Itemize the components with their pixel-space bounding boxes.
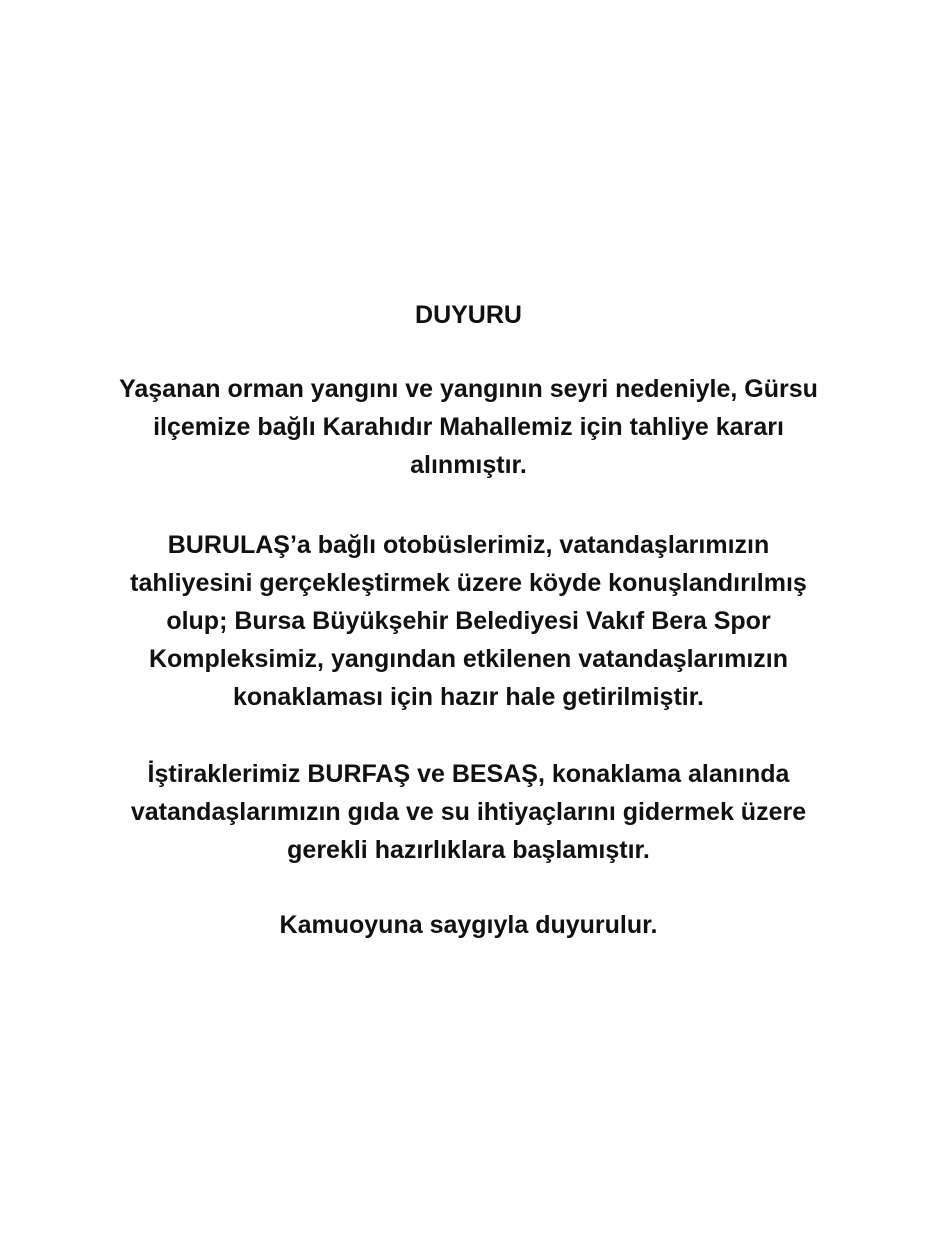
paragraph-line: olup; Bursa Büyükşehir Belediyesi Vakıf Bera Spor: [166, 607, 771, 635]
paragraph-line: tahliyesini gerçekleştirmek üzere köyde konuşlandırılmış: [130, 569, 807, 597]
paragraph-line: BURULAŞ’a bağlı otobüslerimiz, vatandaşlarımızın: [167, 531, 770, 559]
paragraph-line: gerekli hazırlıklara başlamıştır.: [287, 836, 650, 864]
paragraph-line: ilçemize bağlı Karahıdır Mahallemiz için tahliye kararı: [153, 413, 784, 441]
paragraph-line: Kompleksimiz, yangından etkilenen vatandaşlarımızın: [148, 645, 789, 673]
paragraph-line: Kamuoyuna saygıyla duyurulur.: [279, 911, 658, 939]
paragraph-evacuation-decision: [0, 370, 937, 484]
paragraph-closing: [0, 906, 937, 944]
paragraph-buses-and-shelter: [0, 526, 937, 716]
paragraph-line: alınmıştır.: [410, 451, 527, 479]
paragraph-food-and-water: [0, 755, 937, 869]
paragraph-line: vatandaşlarımızın gıda ve su ihtiyaçlarını gidermek üzere: [130, 798, 807, 826]
paragraph-line: İştiraklerimiz BURFAŞ ve BESAŞ, konaklama alanında: [147, 760, 790, 788]
paragraph-line: Yaşanan orman yangını ve yangının seyri nedeniyle, Gürsu: [119, 375, 818, 403]
announcement-title: DUYURU: [415, 301, 522, 329]
paragraph-line: konaklaması için hazır hale getirilmiştir.: [232, 683, 705, 711]
